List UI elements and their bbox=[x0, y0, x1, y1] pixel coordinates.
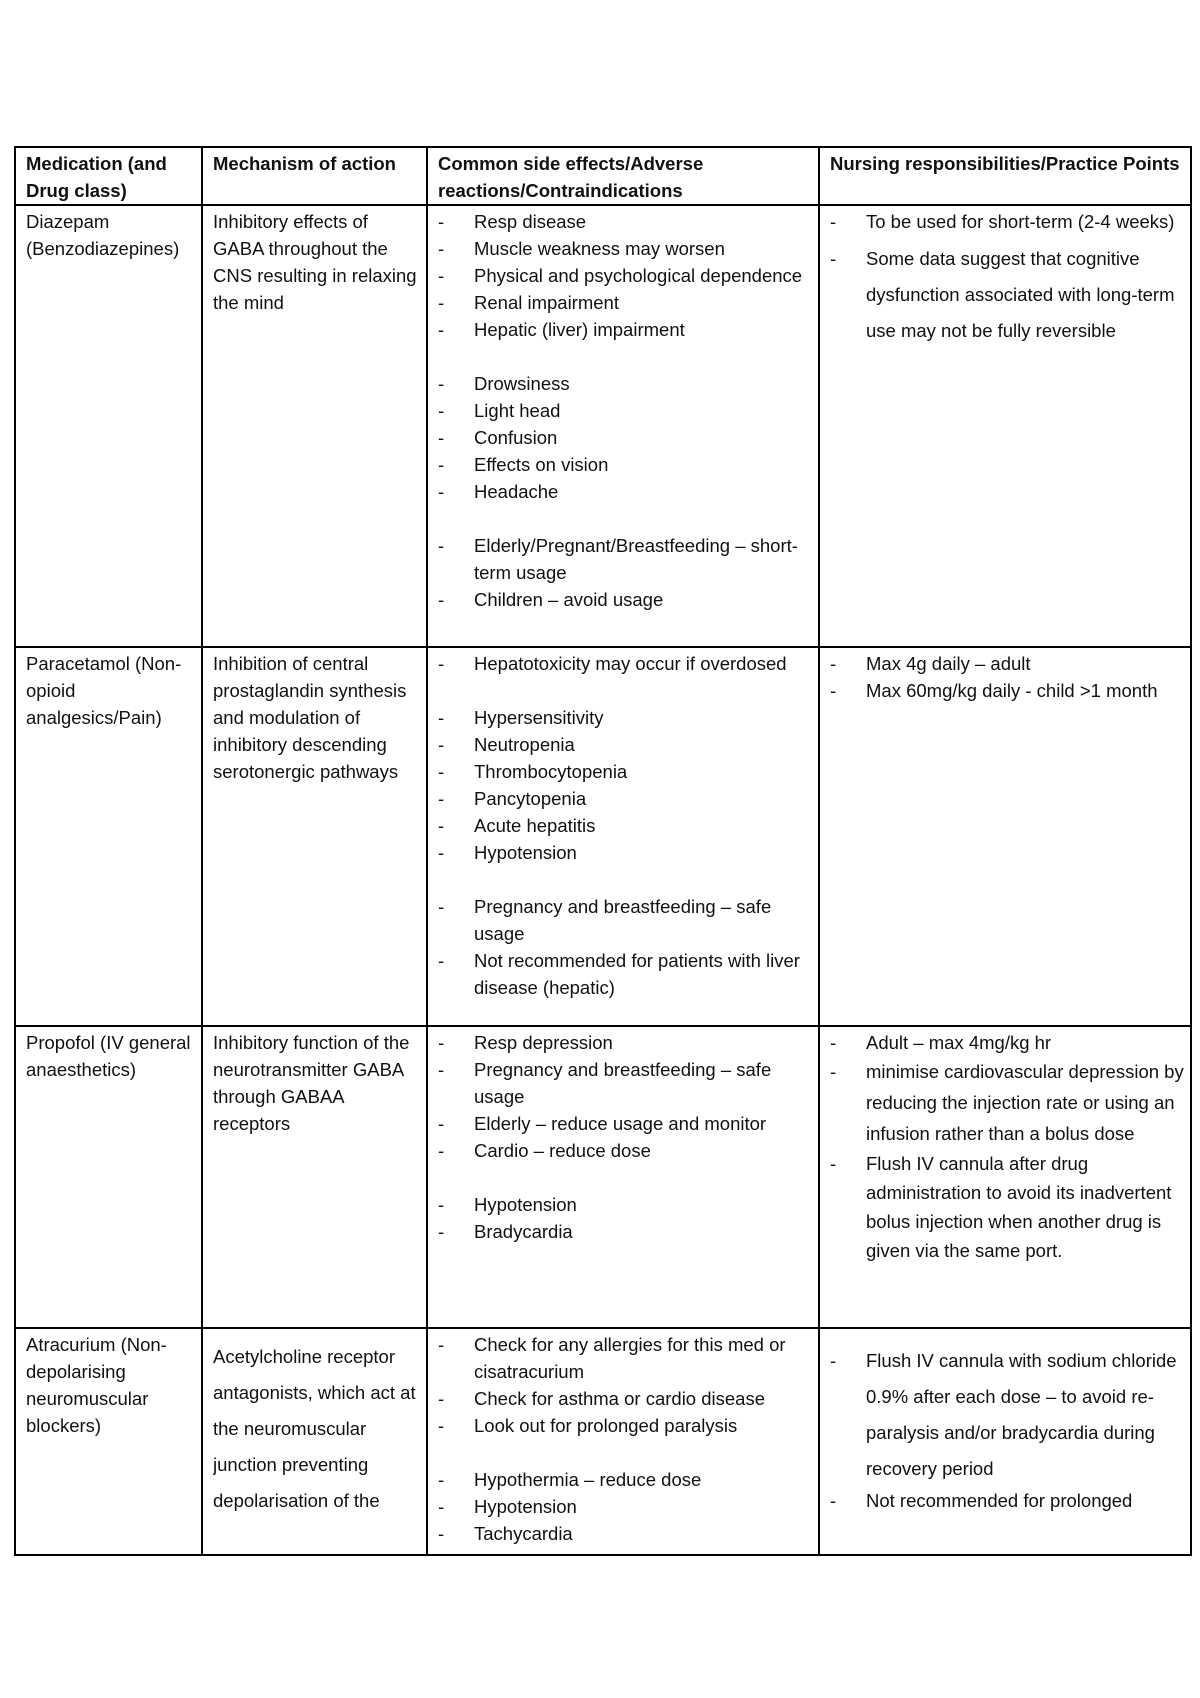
list-item: - Thrombocytopenia bbox=[438, 758, 812, 785]
list-item: - Light head bbox=[438, 397, 812, 424]
side-effects-cell bbox=[427, 1328, 819, 1555]
medication-cell: Diazepam (Benzodiazepines) bbox=[15, 205, 202, 647]
list-item: - Hypotension bbox=[438, 1493, 812, 1520]
list-item: - Confusion bbox=[438, 424, 812, 451]
mechanism-cell: Inhibitory effects of GABA throughout the CNS resulting in relaxing the mind bbox=[202, 205, 427, 647]
medication-table bbox=[14, 146, 1192, 1556]
nursing-cell bbox=[819, 1328, 1191, 1555]
list-item: - Neutropenia bbox=[438, 731, 812, 758]
list-item: - Elderly/Pregnant/Breastfeeding – short-term usage bbox=[438, 532, 812, 586]
list-item: - Not recommended for patients with liver disease (hepatic) bbox=[438, 947, 812, 1001]
list-item: - To be used for short-term (2-4 weeks) bbox=[830, 208, 1184, 235]
medication-cell: Propofol (IV general anaesthetics) bbox=[15, 1026, 202, 1328]
list-item: - Not recommended for prolonged bbox=[830, 1487, 1184, 1514]
nursing-cell bbox=[819, 647, 1191, 1026]
list-item: - Max 60mg/kg daily - child >1 month bbox=[830, 677, 1184, 704]
list-item: - Check for any allergies for this med or cisatracurium bbox=[438, 1331, 812, 1385]
list-item: - Tachycardia bbox=[438, 1520, 812, 1547]
header-nursing: Nursing responsibilities/Practice Points bbox=[819, 147, 1191, 205]
mechanism-cell bbox=[202, 1328, 427, 1555]
list-item: - Look out for prolonged paralysis bbox=[438, 1412, 812, 1439]
list-item: - minimise cardiovascular depression by reducing the injection rate or using an infusion rather than a bolus dose bbox=[830, 1056, 1184, 1149]
mechanism-cell: Inhibitory function of the neurotransmitter GABA through GABAA receptors bbox=[202, 1026, 427, 1328]
list-item: - Flush IV cannula after drug administration to avoid its inadvertent bolus injection when another drug is given via the same port. bbox=[830, 1149, 1184, 1265]
list-item: - Muscle weakness may worsen bbox=[438, 235, 812, 262]
list-item: - Pregnancy and breastfeeding – safe usage bbox=[438, 1056, 812, 1110]
table-row bbox=[15, 1026, 1191, 1328]
list-item: - Check for asthma or cardio disease bbox=[438, 1385, 812, 1412]
list-item: - Hepatotoxicity may occur if overdosed bbox=[438, 650, 812, 677]
list-item: - Renal impairment bbox=[438, 289, 812, 316]
mechanism-cell: Inhibition of central prostaglandin synthesis and modulation of inhibitory descending serotonergic pathways bbox=[202, 647, 427, 1026]
list-item: - Some data suggest that cognitive dysfunction associated with long-term use may not be fully reversible bbox=[830, 241, 1184, 349]
list-item: - Hepatic (liver) impairment bbox=[438, 316, 812, 343]
list-item: - Effects on vision bbox=[438, 451, 812, 478]
side-effects-cell bbox=[427, 205, 819, 647]
list-item: - Adult – max 4mg/kg hr bbox=[830, 1029, 1184, 1056]
list-item: - Cardio – reduce dose bbox=[438, 1137, 812, 1164]
list-item: - Physical and psychological dependence bbox=[438, 262, 812, 289]
header-mechanism: Mechanism of action bbox=[202, 147, 427, 205]
list-item: - Pancytopenia bbox=[438, 785, 812, 812]
list-item: - Pregnancy and breastfeeding – safe usage bbox=[438, 893, 812, 947]
side-effects-cell bbox=[427, 1026, 819, 1328]
header-side-effects: Common side effects/Adverse reactions/Contraindications bbox=[427, 147, 819, 205]
list-item: - Hypersensitivity bbox=[438, 704, 812, 731]
medication-cell: Atracurium (Non-depolarising neuromuscular blockers) bbox=[15, 1328, 202, 1555]
list-item: - Hypotension bbox=[438, 839, 812, 866]
list-item: - Bradycardia bbox=[438, 1218, 812, 1245]
table-row bbox=[15, 205, 1191, 647]
table-row bbox=[15, 647, 1191, 1026]
list-item: - Hypotension bbox=[438, 1191, 812, 1218]
header-row bbox=[15, 147, 1191, 205]
nursing-cell bbox=[819, 1026, 1191, 1328]
list-item: - Headache bbox=[438, 478, 812, 505]
list-item: - Resp depression bbox=[438, 1029, 812, 1056]
list-item: - Resp disease bbox=[438, 208, 812, 235]
header-medication: Medication (and Drug class) bbox=[15, 147, 202, 205]
list-item: - Elderly – reduce usage and monitor bbox=[438, 1110, 812, 1137]
list-item: - Max 4g daily – adult bbox=[830, 650, 1184, 677]
mechanism-text: Acetylcholine receptor antagonists, which act at the neuromuscular junction preventing depolarisation of the bbox=[213, 1346, 416, 1511]
list-item: - Acute hepatitis bbox=[438, 812, 812, 839]
table-row bbox=[15, 1328, 1191, 1555]
nursing-cell bbox=[819, 205, 1191, 647]
list-item: - Hypothermia – reduce dose bbox=[438, 1466, 812, 1493]
medication-cell: Paracetamol (Non-opioid analgesics/Pain) bbox=[15, 647, 202, 1026]
list-item: - Children – avoid usage bbox=[438, 586, 812, 613]
side-effects-cell bbox=[427, 647, 819, 1026]
list-item: - Drowsiness bbox=[438, 370, 812, 397]
list-item: - Flush IV cannula with sodium chloride 0.9% after each dose – to avoid re-paralysis and/or bradycardia during recovery period bbox=[830, 1343, 1184, 1487]
